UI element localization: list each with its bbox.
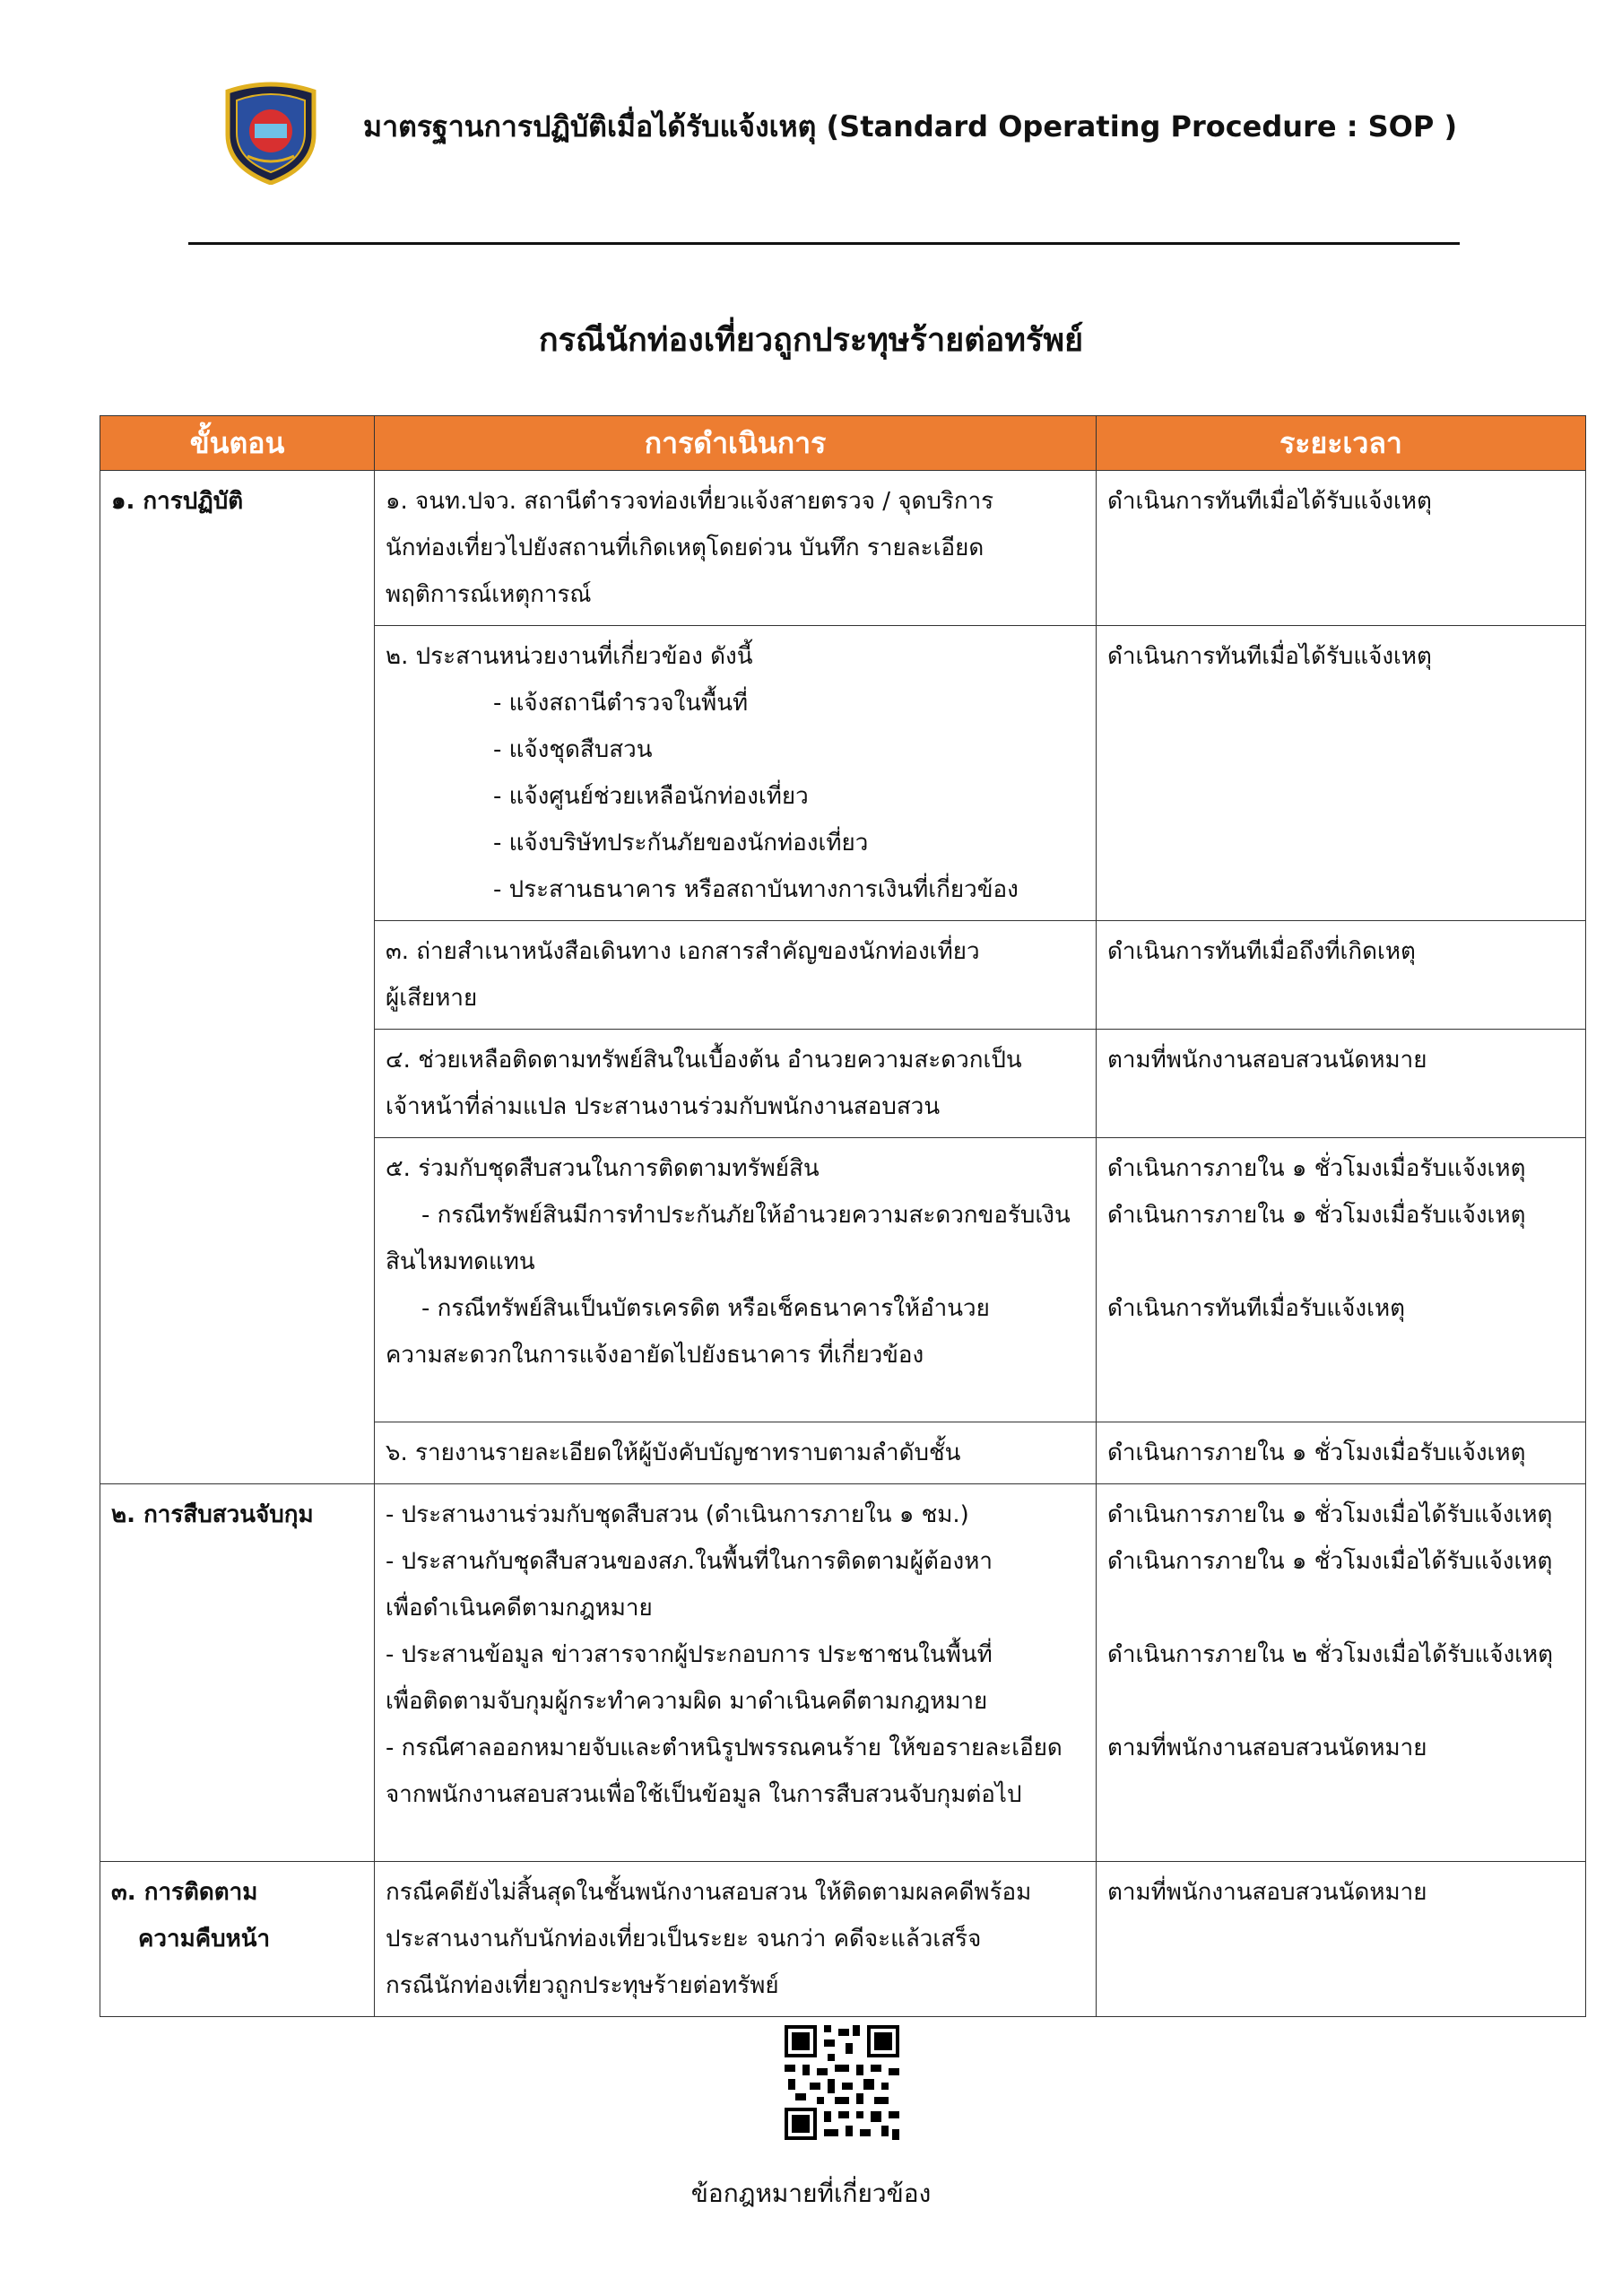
- action-cell: ๑. จนท.ปจว. สถานีตำรวจท่องเที่ยวแจ้งสายตรวจ / จุดบริการ นักท่องเที่ยวไปยังสถานที่เกิดเหตุโดยด่วน บันทึก รายละเอียด พฤติการณ์เหตุการณ์: [375, 471, 1097, 626]
- action-cell: ๒. ประสานหน่วยงานที่เกี่ยวข้อง ดังนี้ - แจ้งสถานีตำรวจในพื้นที่ - แจ้งชุดสืบสวน - แจ้งศูนย์ช่วยเหลือนักท่องเที่ยว - แจ้งบริษัทประกันภัยของนักท่องเที่ยว - ประสานธนาคาร หรือสถาบันทางการเงินที่เกี่ยวข้อง: [375, 626, 1097, 921]
- time-cell: ดำเนินการภายใน ๑ ชั่วโมงเมื่อรับแจ้งเหตุ: [1097, 1422, 1586, 1484]
- table-row: [100, 1862, 1586, 2017]
- column-header-time: ระยะเวลา: [1097, 416, 1586, 471]
- time-cell: ตามที่พนักงานสอบสวนนัดหมาย: [1097, 1030, 1586, 1138]
- step-cell-operation: ๑. การปฏิบัติ: [100, 471, 375, 1484]
- police-shield-badge-icon: [221, 79, 321, 185]
- column-header-step: ขั้นตอน: [100, 416, 375, 471]
- table-row: [100, 1484, 1586, 1862]
- action-cell: ๓. ถ่ายสำเนาหนังสือเดินทาง เอกสารสำคัญของนักท่องเที่ยว ผู้เสียหาย: [375, 921, 1097, 1030]
- document-title: กรณีนักท่องเที่ยวถูกประทุษร้ายต่อทรัพย์: [538, 322, 1084, 359]
- action-cell: ๔. ช่วยเหลือติดตามทรัพย์สินในเบื้องต้น อำนวยความสะดวกเป็น เจ้าหน้าที่ล่ามแปล ประสานงานร่วมกับพนักงานสอบสวน: [375, 1030, 1097, 1138]
- action-cell: - ประสานงานร่วมกับชุดสืบสวน (ดำเนินการภายใน ๑ ชม.) - ประสานกับชุดสืบสวนของสภ.ในพื้นที่ในการติดตามผู้ต้องหา เพื่อดำเนินคดีตามกฎหมาย - ประสานข้อมูล ข่าวสารจากผู้ประกอบการ ประชาชนในพื้นที่ เพื่อติดตามจับกุมผู้กระทำความผิด มาดำเนินคดีตามกฎหมาย - กรณีศาลออกหมายจับและตำหนิรูปพรรณคนร้าย ให้ขอรายละเอียด จากพนักงานสอบสวนเพื่อใช้เป็นข้อมูล ในการสืบสวนจับกุมต่อไป: [375, 1484, 1097, 1862]
- time-cell: ตามที่พนักงานสอบสวนนัดหมาย: [1097, 1862, 1586, 2017]
- step-cell-investigation: ๒. การสืบสวนจับกุม: [100, 1484, 375, 1862]
- step-cell-follow-up: ๓. การติดตาม ความคืบหน้า: [100, 1862, 375, 2017]
- table-row: [100, 471, 1586, 626]
- time-cell: ดำเนินการทันทีเมื่อได้รับแจ้งเหตุ: [1097, 626, 1586, 921]
- time-cell: ดำเนินการภายใน ๑ ชั่วโมงเมื่อรับแจ้งเหตุ ดำเนินการภายใน ๑ ชั่วโมงเมื่อรับแจ้งเหตุ ดำเนินการทันทีเมื่อรับแจ้งเหตุ: [1097, 1138, 1586, 1422]
- time-cell: ดำเนินการทันทีเมื่อได้รับแจ้งเหตุ: [1097, 471, 1586, 626]
- action-cell: กรณีคดียังไม่สิ้นสุดในชั้นพนักงานสอบสวน ให้ติดตามผลคดีพร้อม ประสานงานกับนักท่องเที่ยวเป็นระยะ จนกว่า คดีจะแล้วเสร็จ กรณีนักท่องเที่ยวถูกประทุษร้ายต่อทรัพย์: [375, 1862, 1097, 2017]
- header-title: มาตรฐานการปฏิบัติเมื่อได้รับแจ้งเหตุ (Standard Operating Procedure : SOP ): [363, 109, 1458, 144]
- time-cell: ดำเนินการภายใน ๑ ชั่วโมงเมื่อได้รับแจ้งเหตุ ดำเนินการภายใน ๑ ชั่วโมงเมื่อได้รับแจ้งเหตุ ดำเนินการภายใน ๒ ชั่วโมงเมื่อได้รับแจ้งเหตุ ตามที่พนักงานสอบสวนนัดหมาย: [1097, 1484, 1586, 1862]
- qr-code-icon[interactable]: [781, 2022, 903, 2144]
- column-header-action: การดำเนินการ: [375, 416, 1097, 471]
- footer-caption: ข้อกฎหมายที่เกี่ยวข้อง: [690, 2179, 932, 2208]
- sop-table: [100, 415, 1586, 2017]
- header-divider: [188, 242, 1460, 245]
- time-cell: ดำเนินการทันทีเมื่อถึงที่เกิดเหตุ: [1097, 921, 1586, 1030]
- table-header-row: [100, 416, 1586, 471]
- action-cell: ๕. ร่วมกับชุดสืบสวนในการติดตามทรัพย์สิน - กรณีทรัพย์สินมีการทำประกันภัยให้อำนวยความสะดวกขอรับเงิน สินไหมทดแทน - กรณีทรัพย์สินเป็นบัตรเครดิต หรือเช็คธนาคารให้อำนวย ความสะดวกในการแจ้งอายัดไปยังธนาคาร ที่เกี่ยวข้อง: [375, 1138, 1097, 1422]
- action-cell: ๖. รายงานรายละเอียดให้ผู้บังคับบัญชาทราบตามลำดับชั้น: [375, 1422, 1097, 1484]
